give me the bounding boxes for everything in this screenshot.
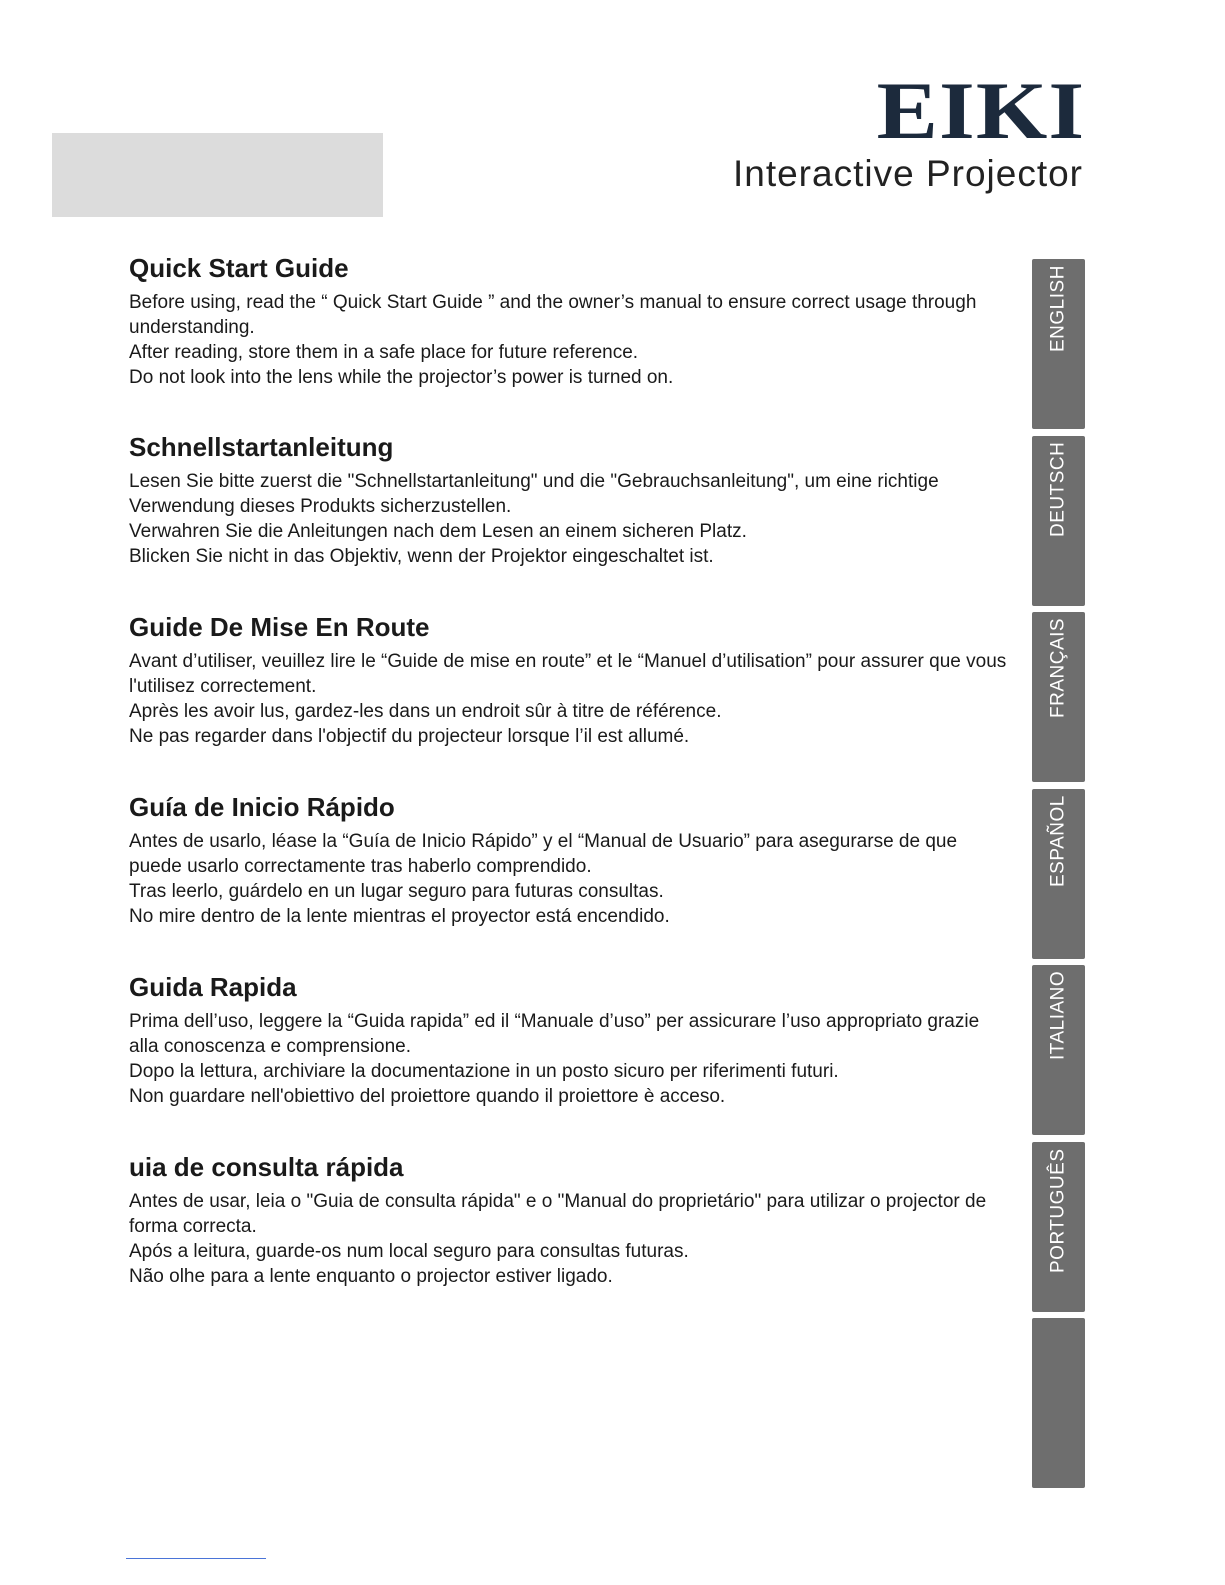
section-line: Prima dell’uso, leggere la “Guida rapida” ed il “Manuale d’uso” per assicurare l’uso appropriato grazie alla conoscenza e comprensione. <box>129 1011 980 1057</box>
tab-label: DEUTSCH <box>1047 442 1069 538</box>
section-francais <box>129 611 1009 749</box>
section-title: uia de consulta rápida <box>129 1152 404 1182</box>
section-line: After reading, store them in a safe place for future reference. <box>129 342 639 363</box>
section-line: Verwahren Sie die Anleitungen nach dem Lesen an einem sicheren Platz. <box>129 521 747 542</box>
brand-logo: EIKI <box>876 65 1085 156</box>
section-line: Antes de usarlo, léase la “Guía de Inicio Rápido” y el “Manual de Usuario” para asegurarse de que puede usarlo correctamente tras haberlo comprendido. <box>129 831 958 877</box>
bottom-link-underline <box>126 1558 266 1559</box>
section-line: Lesen Sie bitte zuerst die "Schnellstartanleitung" und die "Gebrauchsanleitung", um eine richtige Verwendung dieses Produkts sicherzustellen. <box>129 471 939 517</box>
tab-label: FRANÇAIS <box>1047 618 1069 719</box>
gray-placeholder-box <box>52 133 383 217</box>
tab-label: ITALIANO <box>1047 971 1069 1061</box>
section-portugues <box>129 1151 1009 1289</box>
tab-label: PORTUGUÊS <box>1047 1148 1069 1273</box>
tab-label: ESPAÑOL <box>1047 795 1069 887</box>
section-line: Blicken Sie nicht in das Objektiv, wenn der Projektor eingeschaltet ist. <box>129 546 714 567</box>
section-line: Before using, read the “ Quick Start Guide ” and the owner’s manual to ensure correct usage through understanding. <box>129 292 977 338</box>
section-line: Non guardare nell'obiettivo del proiettore quando il proiettore è acceso. <box>129 1086 726 1107</box>
section-line: Avant d’utiliser, veuillez lire le “Guide de mise en route” et le “Manuel d’utilisation” pour assurer que vous l'utilisez correctement. <box>129 651 1007 697</box>
section-english <box>129 252 1009 390</box>
tab-portugues[interactable] <box>1032 1142 1085 1312</box>
tab-deutsch[interactable] <box>1032 436 1085 606</box>
section-title: Guida Rapida <box>129 972 297 1002</box>
tab-blank[interactable] <box>1032 1318 1085 1488</box>
section-deutsch <box>129 431 1009 569</box>
section-title: Guía de Inicio Rápido <box>129 792 395 822</box>
section-line: Após a leitura, guarde-os num local seguro para consultas futuras. <box>129 1241 689 1262</box>
section-line: Dopo la lettura, archiviare la documentazione in un posto sicuro per riferimenti futuri. <box>129 1061 839 1082</box>
section-line: Après les avoir lus, gardez-les dans un endroit sûr à titre de référence. <box>129 701 722 722</box>
section-title: Schnellstartanleitung <box>129 432 394 462</box>
product-title: Interactive Projector <box>732 153 1083 194</box>
section-line: Ne pas regarder dans l'objectif du projecteur lorsque l’il est allumé. <box>129 726 690 747</box>
section-espanol <box>129 791 1009 929</box>
tab-espanol[interactable] <box>1032 789 1085 959</box>
section-line: No mire dentro de la lente mientras el proyector está encendido. <box>129 906 670 927</box>
tab-francais[interactable] <box>1032 612 1085 782</box>
section-title: Guide De Mise En Route <box>129 612 430 642</box>
tab-label: ENGLISH <box>1047 265 1069 352</box>
section-line: Não olhe para a lente enquanto o projector estiver ligado. <box>129 1266 613 1287</box>
section-line: Tras leerlo, guárdelo en un lugar seguro para futuras consultas. <box>129 881 664 902</box>
tab-label <box>1036 1324 1081 1484</box>
tab-italiano[interactable] <box>1032 965 1085 1135</box>
section-line: Do not look into the lens while the projector’s power is turned on. <box>129 367 674 388</box>
section-line: Antes de usar, leia o "Guia de consulta rápida" e o "Manual do proprietário" para utilizar o projector de forma correcta. <box>129 1191 987 1237</box>
tab-english[interactable] <box>1032 259 1085 429</box>
section-italiano <box>129 971 1009 1109</box>
section-title: Quick Start Guide <box>129 253 349 283</box>
